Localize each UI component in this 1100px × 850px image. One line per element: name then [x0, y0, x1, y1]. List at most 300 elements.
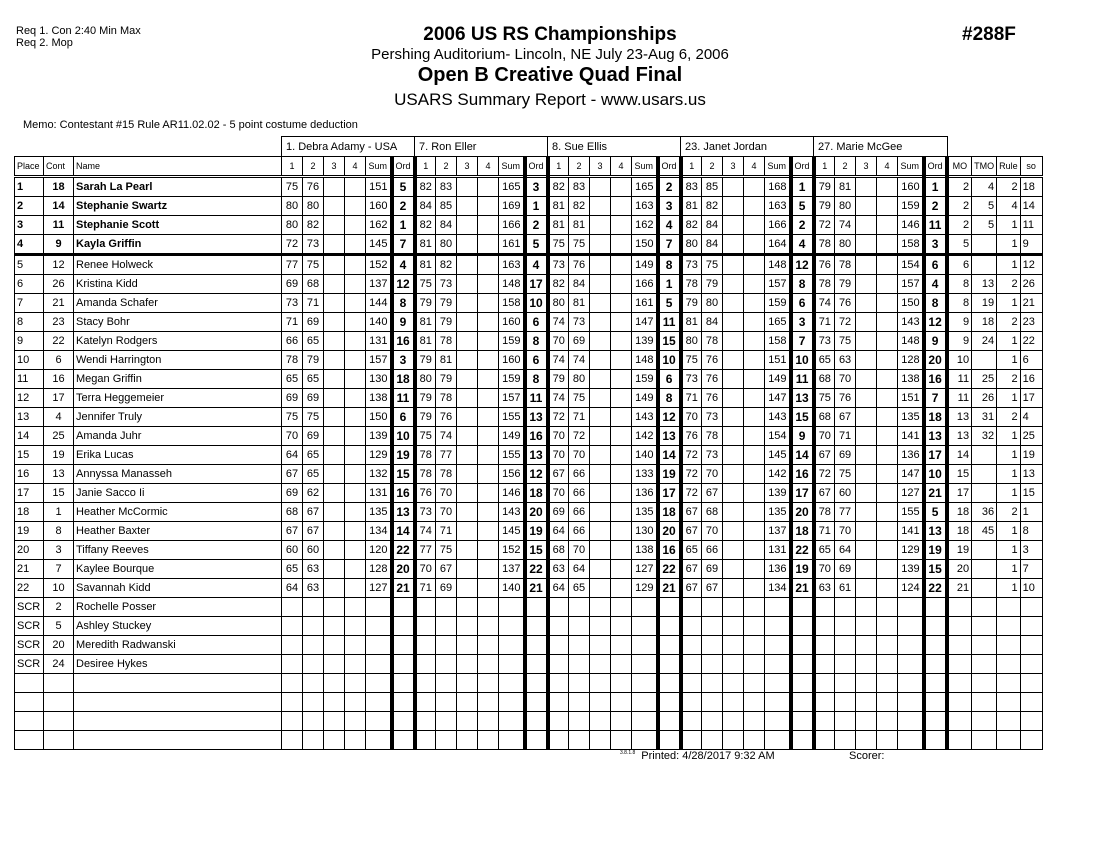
so-cell: 26	[1020, 275, 1042, 294]
table-row	[15, 332, 1043, 351]
sum-cell: 138	[632, 541, 658, 560]
score-3-cell	[856, 408, 877, 427]
name-cell: Heather Baxter	[74, 522, 282, 541]
mo-cell: 5	[947, 235, 972, 255]
ordinal-cell: 13	[924, 522, 947, 541]
name-cell: Janie Sacco Ii	[74, 484, 282, 503]
score-2-cell: 78	[436, 332, 457, 351]
column-header-row	[15, 157, 1043, 177]
tmo-cell	[972, 235, 997, 255]
header-judge-5-col: 2	[835, 157, 856, 177]
tmo-cell: 45	[972, 522, 997, 541]
rule-cell: 1	[997, 446, 1021, 465]
place-cell: 8	[15, 313, 44, 332]
score-3-cell	[723, 655, 744, 674]
sum-cell	[632, 655, 658, 674]
ordinal-cell: 3	[658, 197, 681, 216]
score-3-cell	[856, 465, 877, 484]
score-4-cell	[478, 598, 499, 617]
tmo-cell: 5	[972, 216, 997, 235]
name-cell: Erika Lucas	[74, 446, 282, 465]
ordinal-cell: 22	[392, 541, 415, 560]
ordinal-cell	[791, 636, 814, 655]
score-3-cell	[590, 332, 611, 351]
empty-cell	[282, 731, 303, 750]
score-4-cell	[611, 389, 632, 408]
sum-cell: 132	[366, 465, 392, 484]
score-2-cell: 66	[569, 503, 590, 522]
empty-cell	[765, 712, 791, 731]
ordinal-cell: 12	[525, 465, 548, 484]
score-3-cell	[723, 560, 744, 579]
score-3-cell	[590, 503, 611, 522]
score-1-cell: 78	[415, 446, 436, 465]
header-name: Name	[74, 157, 282, 177]
score-1-cell: 84	[415, 197, 436, 216]
place-cell: 17	[15, 484, 44, 503]
score-3-cell	[324, 484, 345, 503]
score-1-cell: 71	[282, 313, 303, 332]
score-1-cell: 81	[415, 313, 436, 332]
sum-cell: 148	[898, 332, 924, 351]
score-2-cell: 66	[702, 541, 723, 560]
score-3-cell	[590, 216, 611, 235]
so-cell: 16	[1020, 370, 1042, 389]
score-1-cell: 73	[681, 370, 702, 389]
score-1-cell	[548, 598, 569, 617]
header-rule: Rule	[997, 157, 1021, 177]
score-1-cell: 78	[415, 465, 436, 484]
score-4-cell	[478, 235, 499, 255]
so-cell: 19	[1020, 446, 1042, 465]
ordinal-cell: 16	[924, 370, 947, 389]
score-1-cell: 77	[415, 541, 436, 560]
header-judge-1-col: 1	[282, 157, 303, 177]
empty-cell	[947, 712, 972, 731]
mo-cell: 13	[947, 427, 972, 446]
score-1-cell: 70	[681, 408, 702, 427]
name-cell: Sarah La Pearl	[74, 177, 282, 197]
score-1-cell: 68	[814, 408, 835, 427]
empty-cell	[924, 712, 947, 731]
score-3-cell	[457, 351, 478, 370]
score-3-cell	[324, 522, 345, 541]
score-2-cell	[835, 636, 856, 655]
score-4-cell	[744, 598, 765, 617]
mo-cell: 10	[947, 351, 972, 370]
empty-cell	[74, 731, 282, 750]
score-4-cell	[478, 351, 499, 370]
score-1-cell: 79	[415, 389, 436, 408]
score-4-cell	[478, 446, 499, 465]
rule-cell: 1	[997, 351, 1021, 370]
score-3-cell	[590, 446, 611, 465]
sum-cell	[765, 636, 791, 655]
score-2-cell: 68	[303, 275, 324, 294]
score-4-cell	[744, 351, 765, 370]
table-row	[15, 484, 1043, 503]
sum-cell: 135	[632, 503, 658, 522]
score-4-cell	[345, 332, 366, 351]
rule-cell: 1	[997, 235, 1021, 255]
empty-cell	[74, 674, 282, 693]
score-1-cell: 73	[814, 332, 835, 351]
empty-cell	[457, 731, 478, 750]
score-4-cell	[611, 560, 632, 579]
header-judge-1-col: 2	[303, 157, 324, 177]
score-3-cell	[457, 275, 478, 294]
sum-cell	[366, 636, 392, 655]
empty-cell	[44, 674, 74, 693]
header-judge-2-col: 1	[415, 157, 436, 177]
header-judge-3-col: 2	[569, 157, 590, 177]
empty-cell	[15, 712, 44, 731]
name-cell: Desiree Hykes	[74, 655, 282, 674]
score-1-cell: 67	[681, 503, 702, 522]
sum-cell: 159	[499, 370, 525, 389]
ordinal-cell: 22	[525, 560, 548, 579]
score-3-cell	[324, 389, 345, 408]
score-3-cell	[856, 332, 877, 351]
score-1-cell: 73	[548, 255, 569, 275]
ordinal-cell: 19	[658, 465, 681, 484]
rule-cell: 2	[997, 177, 1021, 197]
ordinal-cell: 14	[392, 522, 415, 541]
empty-cell	[702, 731, 723, 750]
score-1-cell: 71	[814, 522, 835, 541]
score-2-cell: 63	[303, 560, 324, 579]
sum-cell: 162	[366, 216, 392, 235]
sum-cell: 166	[765, 216, 791, 235]
score-1-cell: 75	[282, 177, 303, 197]
ordinal-cell: 10	[658, 351, 681, 370]
score-4-cell	[611, 446, 632, 465]
score-4-cell	[744, 313, 765, 332]
mo-cell: 18	[947, 503, 972, 522]
place-cell: 20	[15, 541, 44, 560]
empty-cell	[478, 674, 499, 693]
score-4-cell	[478, 579, 499, 598]
name-cell: Ashley Stuckey	[74, 617, 282, 636]
empty-cell	[681, 674, 702, 693]
score-2-cell: 65	[569, 579, 590, 598]
mo-cell: 6	[947, 255, 972, 275]
cont-cell: 17	[44, 389, 74, 408]
printed-timestamp: Printed: 4/28/2017 9:32 AM	[641, 750, 775, 762]
empty-cell	[924, 731, 947, 750]
score-1-cell: 79	[548, 370, 569, 389]
cont-cell: 11	[44, 216, 74, 235]
empty-cell	[723, 693, 744, 712]
cont-cell: 13	[44, 465, 74, 484]
rule-cell: 1	[997, 560, 1021, 579]
sum-cell: 127	[366, 579, 392, 598]
tmo-cell	[972, 560, 997, 579]
score-3-cell	[856, 522, 877, 541]
rule-cell: 1	[997, 484, 1021, 503]
ordinal-cell: 1	[392, 216, 415, 235]
score-4-cell	[345, 446, 366, 465]
table-row	[15, 389, 1043, 408]
so-cell: 15	[1020, 484, 1042, 503]
score-1-cell: 70	[814, 560, 835, 579]
sum-cell: 151	[765, 351, 791, 370]
sum-cell: 155	[499, 446, 525, 465]
score-4-cell	[877, 275, 898, 294]
judge-name: 1. Debra Adamy - USA	[282, 137, 415, 157]
score-1-cell: 82	[415, 177, 436, 197]
score-2-cell: 76	[702, 351, 723, 370]
sum-cell: 157	[499, 389, 525, 408]
mo-cell: 11	[947, 389, 972, 408]
cont-cell: 6	[44, 351, 74, 370]
ordinal-cell: 2	[924, 197, 947, 216]
judge-name: 27. Marie McGee	[814, 137, 948, 157]
mo-cell: 13	[947, 408, 972, 427]
ordinal-cell: 7	[392, 235, 415, 255]
mo-cell: 15	[947, 465, 972, 484]
empty-cell	[499, 693, 525, 712]
score-1-cell: 75	[681, 351, 702, 370]
empty-cell	[478, 693, 499, 712]
score-1-cell: 80	[681, 332, 702, 351]
rule-cell	[997, 617, 1021, 636]
score-3-cell	[457, 617, 478, 636]
score-4-cell	[345, 541, 366, 560]
sum-cell: 150	[898, 294, 924, 313]
score-1-cell: 74	[548, 313, 569, 332]
sum-cell: 160	[499, 351, 525, 370]
score-2-cell: 79	[303, 351, 324, 370]
sum-cell	[366, 617, 392, 636]
score-2-cell: 71	[569, 408, 590, 427]
ordinal-cell: 14	[791, 446, 814, 465]
ordinal-cell: 13	[791, 389, 814, 408]
empty-cell	[611, 693, 632, 712]
empty-cell	[590, 693, 611, 712]
empty-cell	[1020, 693, 1042, 712]
ordinal-cell	[525, 617, 548, 636]
sum-cell	[898, 636, 924, 655]
score-2-cell: 82	[569, 197, 590, 216]
name-cell: Heather McCormic	[74, 503, 282, 522]
cont-cell: 14	[44, 197, 74, 216]
sum-cell	[366, 655, 392, 674]
ordinal-cell: 18	[658, 503, 681, 522]
tmo-cell	[972, 446, 997, 465]
empty-cell	[632, 674, 658, 693]
ordinal-cell: 20	[658, 522, 681, 541]
score-2-cell: 79	[436, 313, 457, 332]
score-1-cell: 67	[282, 522, 303, 541]
name-cell: Wendi Harrington	[74, 351, 282, 370]
sum-cell	[765, 598, 791, 617]
score-1-cell: 67	[814, 484, 835, 503]
table-row	[15, 427, 1043, 446]
sum-cell: 160	[499, 313, 525, 332]
score-3-cell	[457, 522, 478, 541]
score-4-cell	[478, 313, 499, 332]
score-2-cell: 78	[702, 332, 723, 351]
ordinal-cell	[924, 655, 947, 674]
score-3-cell	[324, 332, 345, 351]
empty-cell	[457, 693, 478, 712]
score-3-cell	[723, 446, 744, 465]
score-3-cell	[856, 255, 877, 275]
score-2-cell: 75	[436, 541, 457, 560]
ordinal-cell: 20	[525, 503, 548, 522]
score-4-cell	[611, 294, 632, 313]
name-cell: Rochelle Posser	[74, 598, 282, 617]
sum-cell: 159	[499, 332, 525, 351]
tmo-cell: 25	[972, 370, 997, 389]
score-4-cell	[611, 484, 632, 503]
empty-cell	[366, 712, 392, 731]
empty-cell	[436, 731, 457, 750]
tmo-cell	[972, 598, 997, 617]
empty-cell	[898, 712, 924, 731]
sum-cell: 165	[499, 177, 525, 197]
empty-cell	[499, 731, 525, 750]
score-3-cell	[457, 484, 478, 503]
score-4-cell	[478, 255, 499, 275]
score-3-cell	[590, 197, 611, 216]
score-3-cell	[457, 216, 478, 235]
score-3-cell	[723, 503, 744, 522]
score-4-cell	[345, 579, 366, 598]
score-4-cell	[345, 389, 366, 408]
mo-cell	[947, 598, 972, 617]
name-cell: Tiffany Reeves	[74, 541, 282, 560]
so-cell: 12	[1020, 255, 1042, 275]
score-3-cell	[324, 655, 345, 674]
sum-cell: 158	[765, 332, 791, 351]
score-2-cell: 76	[702, 370, 723, 389]
ordinal-cell: 18	[924, 408, 947, 427]
score-2-cell: 83	[569, 177, 590, 197]
score-3-cell	[723, 216, 744, 235]
place-cell: 11	[15, 370, 44, 389]
header-tmo: TMO	[972, 157, 997, 177]
score-4-cell	[478, 332, 499, 351]
score-2-cell: 65	[303, 370, 324, 389]
ordinal-cell: 2	[392, 197, 415, 216]
score-2-cell: 76	[303, 177, 324, 197]
score-3-cell	[590, 655, 611, 674]
score-3-cell	[856, 503, 877, 522]
ordinal-cell: 5	[658, 294, 681, 313]
score-3-cell	[723, 617, 744, 636]
ordinal-cell: 13	[658, 427, 681, 446]
score-2-cell: 65	[303, 446, 324, 465]
score-3-cell	[457, 235, 478, 255]
score-2-cell	[702, 655, 723, 674]
score-2-cell: 84	[702, 313, 723, 332]
name-cell: Megan Griffin	[74, 370, 282, 389]
tmo-cell: 31	[972, 408, 997, 427]
empty-cell	[814, 731, 835, 750]
empty-cell	[44, 731, 74, 750]
rule-cell: 1	[997, 579, 1021, 598]
score-1-cell	[548, 617, 569, 636]
mo-cell: 2	[947, 216, 972, 235]
tmo-cell	[972, 617, 997, 636]
requirement-1: Req 1. Con 2:40 Min Max	[16, 25, 141, 37]
place-cell: 4	[15, 235, 44, 255]
table-row	[15, 446, 1043, 465]
score-3-cell	[324, 636, 345, 655]
score-4-cell	[877, 235, 898, 255]
score-1-cell: 65	[282, 560, 303, 579]
tmo-cell: 24	[972, 332, 997, 351]
ordinal-cell: 11	[392, 389, 415, 408]
sum-cell: 157	[898, 275, 924, 294]
sum-cell: 150	[632, 235, 658, 255]
sum-cell: 169	[499, 197, 525, 216]
table-row	[15, 255, 1043, 275]
score-4-cell	[744, 216, 765, 235]
so-cell	[1020, 617, 1042, 636]
so-cell: 25	[1020, 427, 1042, 446]
score-4-cell	[611, 177, 632, 197]
name-cell: Renee Holweck	[74, 255, 282, 275]
empty-cell	[74, 712, 282, 731]
rule-cell: 1	[997, 255, 1021, 275]
empty-cell	[632, 731, 658, 750]
sum-cell: 145	[366, 235, 392, 255]
sum-cell	[765, 655, 791, 674]
cont-cell: 23	[44, 313, 74, 332]
score-4-cell	[744, 655, 765, 674]
tmo-cell: 5	[972, 197, 997, 216]
score-2-cell: 63	[303, 579, 324, 598]
score-4-cell	[345, 197, 366, 216]
ordinal-cell: 13	[525, 408, 548, 427]
score-2-cell: 75	[569, 389, 590, 408]
ordinal-cell: 12	[392, 275, 415, 294]
ordinal-cell: 20	[924, 351, 947, 370]
sum-cell: 154	[898, 255, 924, 275]
ordinal-cell: 3	[525, 177, 548, 197]
sum-cell: 130	[366, 370, 392, 389]
score-3-cell	[856, 446, 877, 465]
cont-cell: 19	[44, 446, 74, 465]
score-2-cell: 66	[569, 484, 590, 503]
sum-cell	[765, 617, 791, 636]
score-3-cell	[590, 294, 611, 313]
score-1-cell: 81	[415, 255, 436, 275]
ordinal-cell: 16	[392, 484, 415, 503]
empty-cell	[856, 693, 877, 712]
ordinal-cell: 2	[791, 216, 814, 235]
ordinal-cell: 17	[791, 484, 814, 503]
ordinal-cell: 13	[392, 503, 415, 522]
empty-cell	[548, 712, 569, 731]
rule-cell: 1	[997, 332, 1021, 351]
header-judge-1-col: 4	[345, 157, 366, 177]
sum-cell: 148	[499, 275, 525, 294]
score-1-cell: 72	[681, 484, 702, 503]
score-2-cell: 70	[702, 522, 723, 541]
ordinal-cell: 13	[525, 446, 548, 465]
score-4-cell	[877, 522, 898, 541]
empty-cell	[972, 712, 997, 731]
score-2-cell: 84	[702, 235, 723, 255]
score-1-cell: 72	[814, 216, 835, 235]
table-row	[15, 541, 1043, 560]
cont-cell: 9	[44, 235, 74, 255]
sum-cell	[366, 598, 392, 617]
